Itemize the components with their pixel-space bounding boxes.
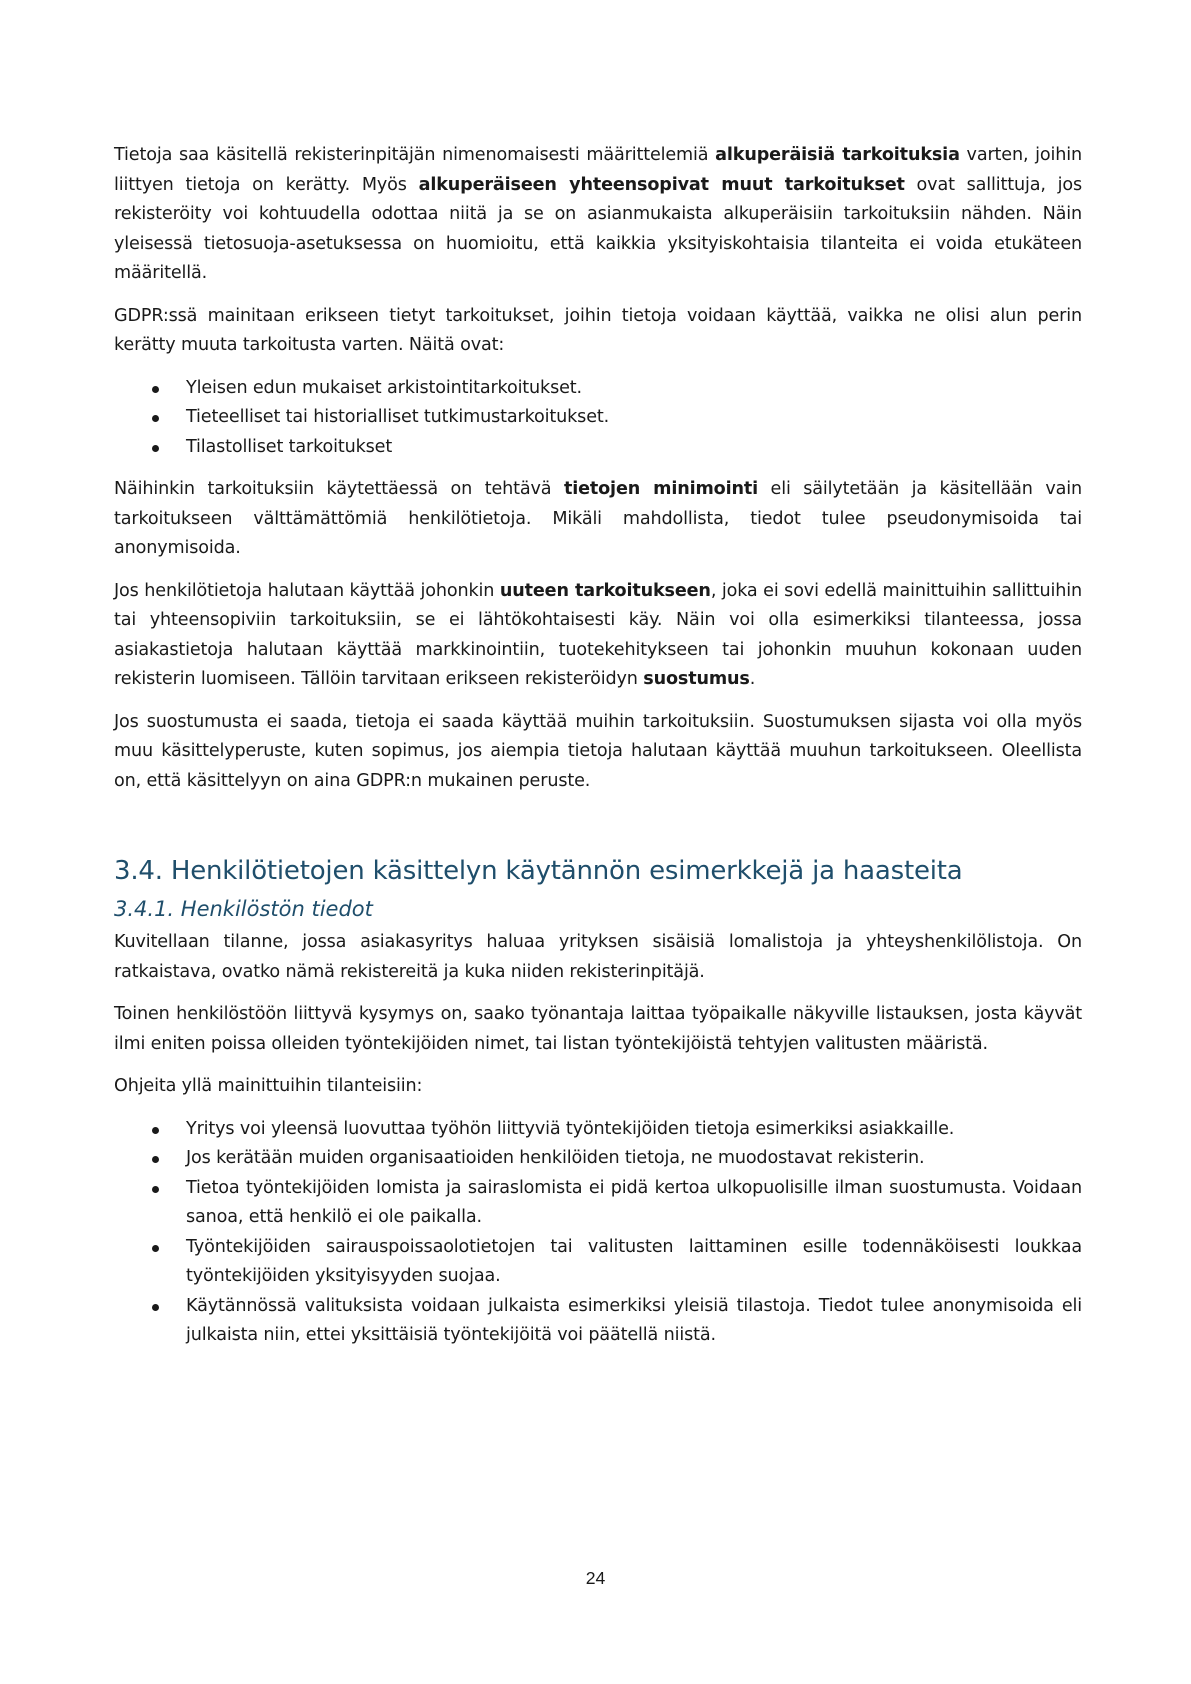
paragraph-text: Näihinkin tarkoituksiin käytettäessä on tehtävä (114, 479, 564, 499)
list-item-text: Työntekijöiden sairauspoissaolotietojen tai valitusten laittaminen esille todennäköisesti loukkaa työntekijöiden yksityisyyden suojaa. (186, 1236, 1082, 1286)
bullet-icon (152, 1186, 159, 1193)
paragraph-text: eli säilytetään ja käsitellään vain tarkoitukseen välttämättömiä henkilötietoja. Mikäli mahdollista, tiedot tulee pseudonymisoida tai anonymisoida. (114, 479, 1082, 558)
paragraph-text: varten, joihin liittyen tietoja on kerätty. Myös (114, 145, 1082, 195)
list-item (114, 1292, 1082, 1351)
bullet-icon (152, 1127, 159, 1134)
paragraph-text: Tietoja saa käsitellä rekisterinpitäjän nimenomaisesti määrittelemiä (114, 145, 716, 165)
paragraph (114, 928, 1082, 987)
list-item (114, 1233, 1082, 1292)
bullet-icon (152, 415, 159, 422)
list-item (114, 374, 1082, 404)
paragraph-text: Kuvitellaan tilanne, jossa asiakasyritys haluaa yrityksen sisäisiä lomalistoja ja yhteyshenkilölistoja. On ratkaistava, ovatko nämä rekistereitä ja kuka niiden rekisterinpitäjä. (114, 932, 1082, 982)
paragraph-text: Jos suostumusta ei saada, tietoja ei saada käyttää muihin tarkoituksiin. Suostumuksen sijasta voi olla myös muu käsittelyperuste, kuten sopimus, jos aiempia tietoja halutaan käyttää muuhun tarkoitukseen. Oleellista on, että käsittelyyn on aina GDPR:n mukainen peruste. (114, 711, 1082, 791)
list-item (114, 1144, 1082, 1174)
bullet-icon (152, 1304, 159, 1311)
guidelines-list (114, 1115, 1082, 1351)
paragraph-text: Jos henkilötietoja halutaan käyttää johonkin (114, 580, 500, 601)
bullet-icon (152, 1245, 159, 1252)
paragraph-text: ovat sallittuja, jos rekisteröity voi kohtuudella odottaa niitä ja se on asianmukaista alkuperäisiin tarkoituksiin nähden. Näin yleisessä tietosuoja-asetuksessa on huomioitu, että kaikkia yksityiskohtaisia tilanteita ei voida etukäteen määritellä. (114, 174, 1082, 283)
intro-paragraphs (114, 141, 1082, 361)
paragraph (114, 1072, 1082, 1102)
list-item (114, 1115, 1082, 1145)
emphasis-text: suostumus (643, 669, 750, 689)
emphasis-text: uuteen tarkoitukseen (499, 580, 711, 601)
list-item (114, 403, 1082, 433)
list-item-text: Tietoa työntekijöiden lomista ja sairaslomista ei pidä kertoa ulkopuolisille ilman suostumusta. Voidaan sanoa, että henkilö ei ole paikalla. (186, 1177, 1082, 1227)
list-item-text: Tilastolliset tarkoitukset (186, 436, 393, 457)
list-item (114, 1174, 1082, 1233)
paragraph-text: , joka ei sovi edellä mainittuihin sallittuihin tai yhteensopiviin tarkoituksiin, se ei lähtökohtaisesti käy. Näin voi olla esimerkiksi tilanteessa, jossa asiakastietoja halutaan käyttää markkinointiin, tuotekehitykseen tai johonkin muuhun kokonaan uuden rekisterin luomiseen. Tällöin tarvitaan erikseen rekisteröidyn (114, 580, 1082, 689)
paragraph-text: . (749, 669, 756, 689)
purposes-list (114, 374, 1082, 463)
page-number: 24 (585, 1568, 606, 1588)
section-heading: 3.4. Henkilötietojen käsittelyn käytännön esimerkkejä ja haasteita (114, 856, 963, 886)
body-paragraphs (114, 475, 1082, 796)
emphasis-text: alkuperäiseen yhteensopivat muut tarkoitukset (418, 174, 905, 195)
list-item (114, 433, 1082, 463)
paragraph (114, 577, 1082, 695)
paragraph (114, 141, 1082, 289)
list-item-text: Yleisen edun mukaiset arkistointitarkoitukset. (186, 377, 582, 398)
list-item-text: Tieteelliset tai historialliset tutkimustarkoitukset. (186, 407, 610, 427)
bullet-icon (152, 1156, 159, 1163)
paragraph (114, 1000, 1082, 1059)
subsection-paragraphs (114, 928, 1082, 1102)
bullet-icon (152, 386, 159, 393)
paragraph (114, 475, 1082, 564)
list-item-text: Yritys voi yleensä luovuttaa työhön liittyviä työntekijöiden tietoja esimerkiksi asiakkaille. (186, 1118, 955, 1139)
bullet-icon (152, 445, 159, 452)
paragraph (114, 708, 1082, 797)
emphasis-text: alkuperäisiä tarkoituksia (715, 145, 960, 165)
paragraph-text: Toinen henkilöstöön liittyvä kysymys on, saako työnantaja laittaa työpaikalle näkyville listauksen, josta käyvät ilmi eniten poissa olleiden työntekijöiden nimet, tai listan työntekijöistä tehtyjen valitusten määristä. (114, 1004, 1082, 1054)
paragraph-text: GDPR:ssä mainitaan erikseen tietyt tarkoitukset, joihin tietoja voidaan käyttää, vaikka ne olisi alun perin kerätty muuta tarkoitusta varten. Näitä ovat: (114, 305, 1082, 355)
paragraph (114, 302, 1082, 361)
page-content (114, 141, 1082, 1364)
emphasis-text: tietojen minimointi (563, 479, 759, 499)
subsection-heading: 3.4.1. Henkilöstön tiedot (114, 897, 373, 921)
list-item-text: Jos kerätään muiden organisaatioiden henkilöiden tietoja, ne muodostavat rekisterin. (186, 1148, 925, 1168)
list-item-text: Käytännössä valituksista voidaan julkaista esimerkiksi yleisiä tilastoja. Tiedot tulee anonymisoida eli julkaista niin, ettei yksittäisiä työntekijöitä voi päätellä niistä. (186, 1295, 1082, 1345)
paragraph-text: Ohjeita yllä mainittuihin tilanteisiin: (114, 1076, 423, 1096)
